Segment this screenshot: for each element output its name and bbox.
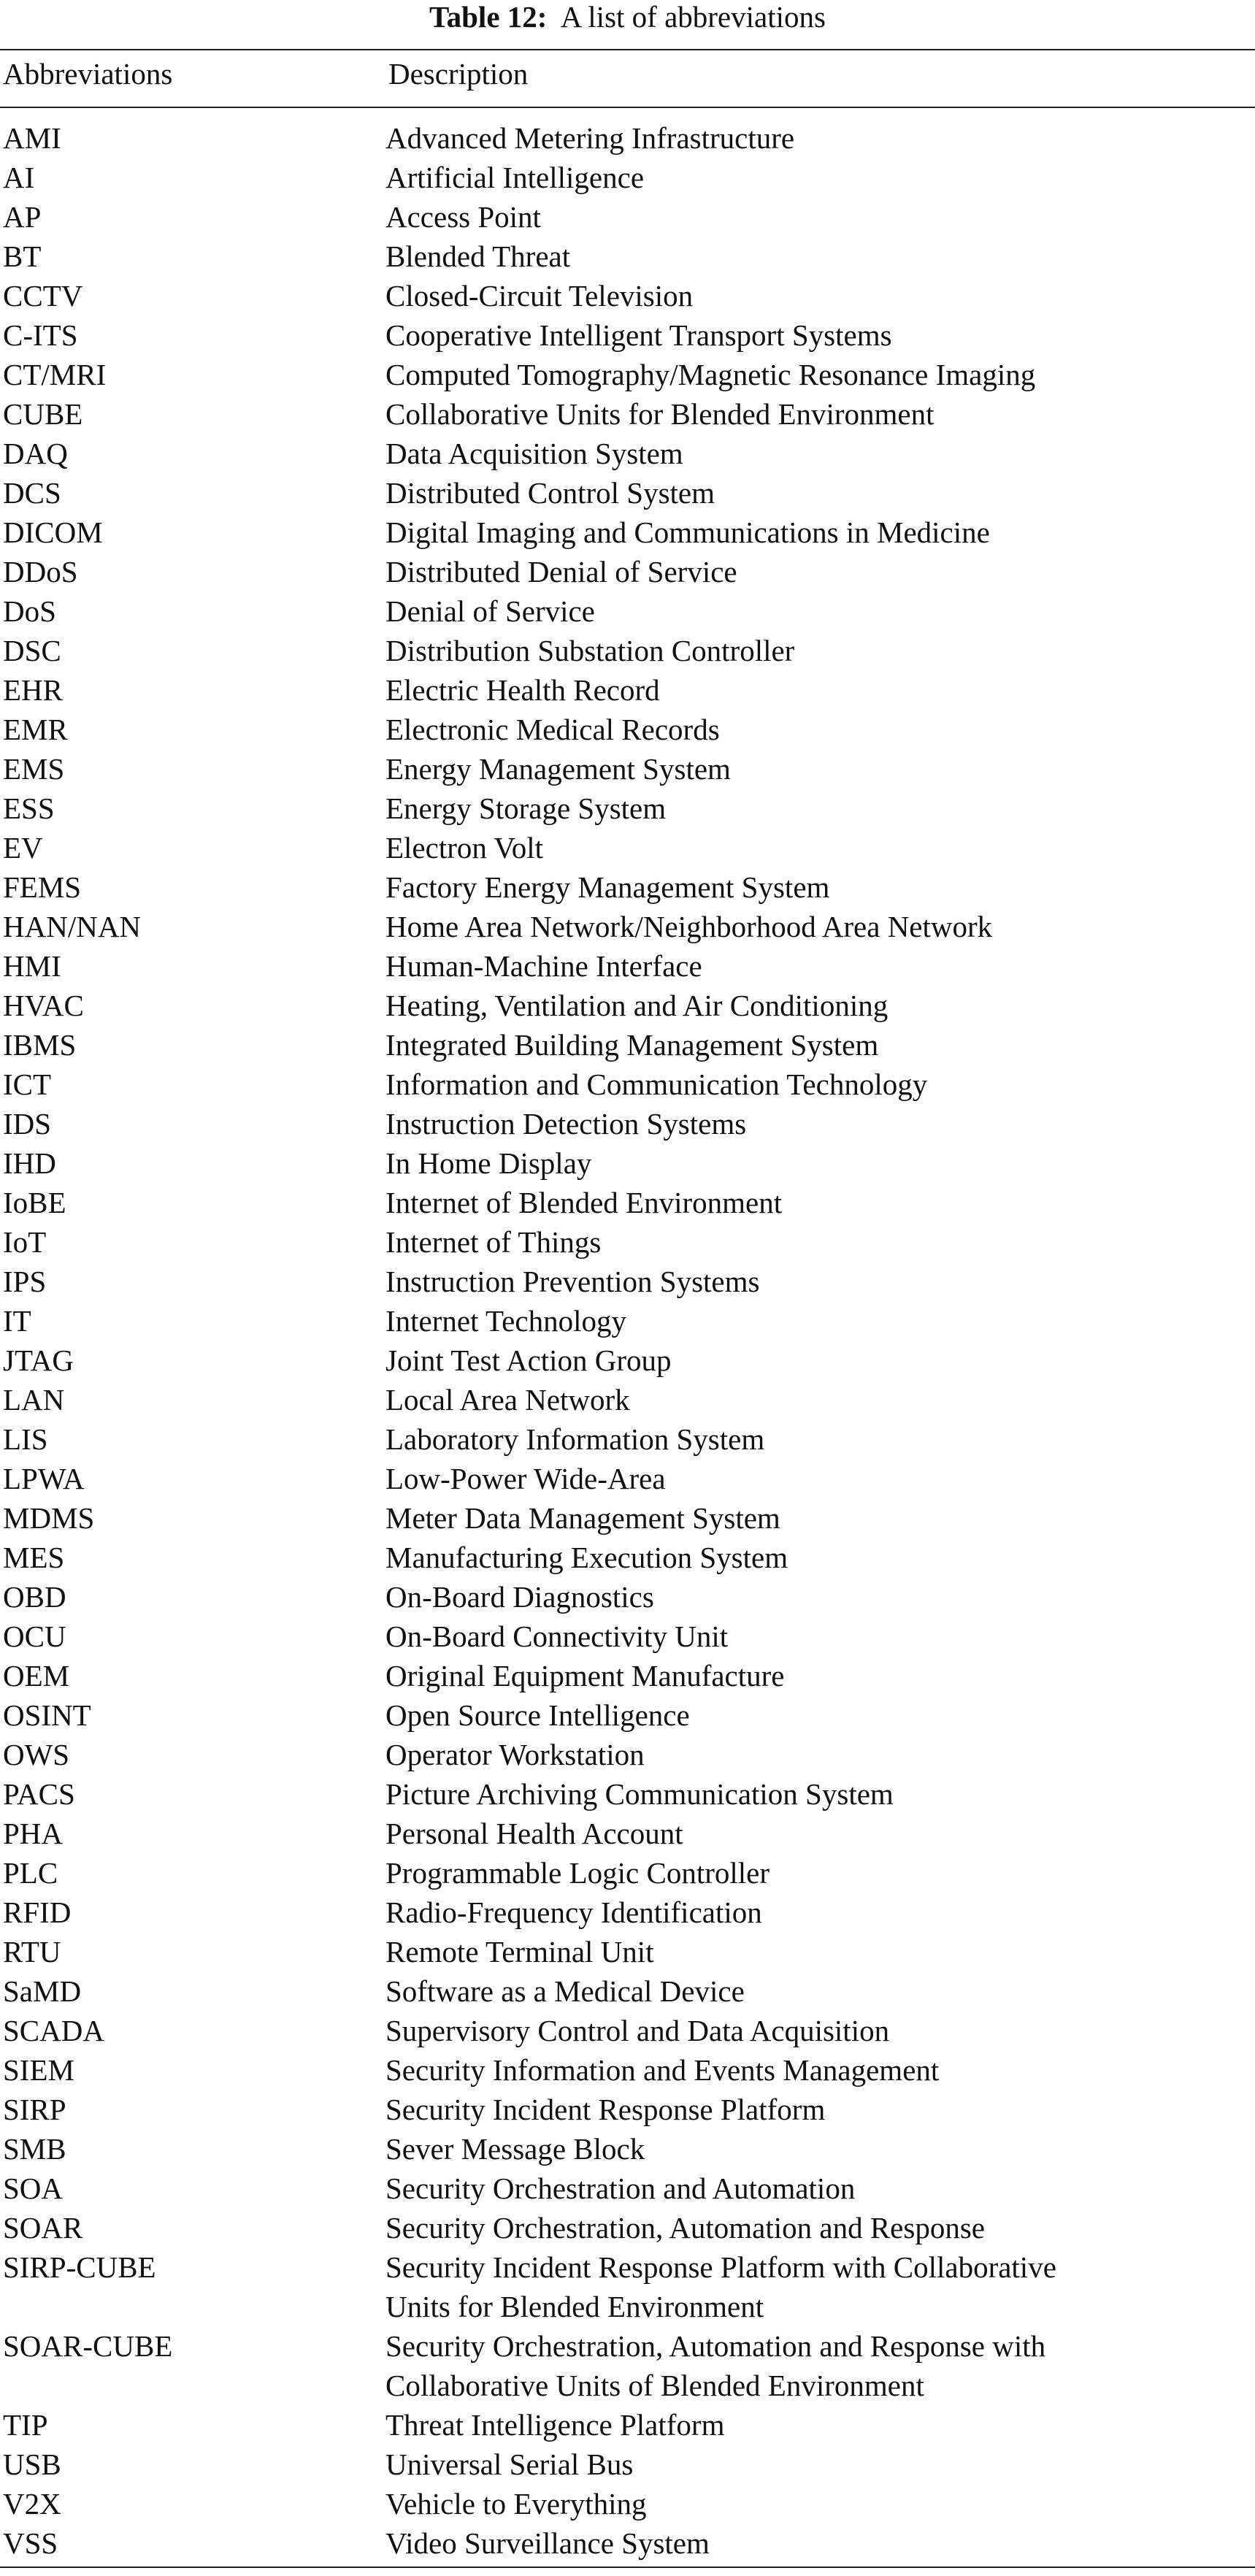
abbreviation-cell: ICT <box>3 1067 52 1101</box>
table-row <box>0 631 1255 670</box>
description-cell: Information and Communication Technology <box>385 1067 928 1101</box>
description-cell: Collaborative Units for Blended Environment <box>385 397 934 431</box>
description-cell: Instruction Detection Systems <box>385 1107 747 1141</box>
description-cell: Human-Machine Interface <box>385 949 702 983</box>
abbreviation-cell: JTAG <box>3 1343 74 1377</box>
abbreviation-cell: LAN <box>3 1383 65 1417</box>
abbreviation-cell: OCU <box>3 1619 66 1653</box>
description-cell: Supervisory Control and Data Acquisition <box>385 2014 890 2047</box>
description-cell: Threat Intelligence Platform <box>385 2408 725 2442</box>
abbreviation-cell: SOAR-CUBE <box>3 2329 173 2363</box>
abbreviation-cell: PHA <box>3 1817 64 1850</box>
description-cell: Collaborative Units of Blended Environment <box>385 2369 924 2402</box>
description-cell: Closed-Circuit Television <box>385 279 694 313</box>
description-cell: Denial of Service <box>385 594 595 628</box>
abbreviation-cell: DICOM <box>3 515 103 549</box>
table-row <box>0 2208 1255 2247</box>
table-row <box>0 197 1255 237</box>
description-cell: Distributed Denial of Service <box>385 555 737 589</box>
abbreviation-cell: OBD <box>3 1580 66 1614</box>
table-row <box>0 158 1255 197</box>
abbreviation-cell: IT <box>3 1304 31 1338</box>
abbreviation-cell: DDoS <box>3 555 78 589</box>
abbreviation-cell: MDMS <box>3 1501 95 1535</box>
abbreviation-cell: EMS <box>3 752 65 786</box>
table-caption <box>0 0 1255 37</box>
abbreviation-cell: HMI <box>3 949 61 983</box>
abbreviation-cell: AP <box>3 200 42 234</box>
abbreviation-cell: IHD <box>3 1146 56 1180</box>
table-row <box>0 2129 1255 2169</box>
description-cell: Energy Management System <box>385 752 731 786</box>
abbreviation-cell: DAQ <box>3 437 68 470</box>
table-row <box>0 1222 1255 1262</box>
abbreviation-cell: CT/MRI <box>3 358 107 391</box>
table-row <box>0 1301 1255 1341</box>
abbreviation-cell: OWS <box>3 1738 70 1771</box>
abbreviation-cell: OEM <box>3 1659 70 1693</box>
table-caption-label: Table 12: <box>429 0 548 34</box>
description-cell: Picture Archiving Communication System <box>385 1777 894 1811</box>
abbreviation-cell: SCADA <box>3 2014 104 2047</box>
description-cell: Manufacturing Execution System <box>385 1541 788 1574</box>
abbreviation-cell <box>0 2287 385 2326</box>
description-cell: Open Source Intelligence <box>385 1698 690 1732</box>
table-top-rule <box>0 49 1255 50</box>
abbreviation-cell: SOA <box>3 2171 64 2205</box>
table-row <box>0 710 1255 749</box>
table-row <box>0 2445 1255 2484</box>
table-row <box>0 1774 1255 1814</box>
description-cell: Vehicle to Everything <box>385 2487 647 2521</box>
abbreviation-cell <box>0 2366 385 2405</box>
table-row <box>0 789 1255 828</box>
description-cell: Access Point <box>385 200 541 234</box>
table-row <box>0 513 1255 552</box>
abbreviation-cell: USB <box>3 2447 61 2481</box>
table-row <box>0 1695 1255 1735</box>
abbreviation-cell: VSS <box>3 2526 58 2560</box>
table-row <box>0 828 1255 867</box>
abbreviation-cell: PLC <box>3 1856 58 1890</box>
table-row-continuation <box>0 2287 1255 2326</box>
description-cell: Factory Energy Management System <box>385 870 830 904</box>
table-row <box>0 2523 1255 2563</box>
abbreviation-cell: TIP <box>3 2408 48 2442</box>
table-row <box>0 473 1255 513</box>
abbreviation-cell: ESS <box>3 791 55 825</box>
table-row <box>0 907 1255 946</box>
table-row <box>0 1025 1255 1065</box>
table-row <box>0 1419 1255 1459</box>
table-row <box>0 2050 1255 2090</box>
description-cell: Internet of Things <box>385 1225 602 1259</box>
abbreviation-cell: EHR <box>3 673 63 707</box>
description-cell: Original Equipment Manufacture <box>385 1659 785 1693</box>
description-cell: Internet Technology <box>385 1304 626 1338</box>
table-row <box>0 1380 1255 1419</box>
description-cell: Universal Serial Bus <box>385 2447 634 2481</box>
table-row <box>0 315 1255 355</box>
description-cell: On-Board Connectivity Unit <box>385 1619 729 1653</box>
abbreviation-cell: OSINT <box>3 1698 91 1732</box>
abbreviation-cell: DoS <box>3 594 56 628</box>
description-cell: Remote Terminal Unit <box>385 1935 654 1969</box>
abbreviation-cell: HAN/NAN <box>3 910 142 943</box>
abbreviation-cell: SMB <box>3 2132 66 2166</box>
table-row <box>0 394 1255 434</box>
description-cell: Video Surveillance System <box>385 2526 710 2560</box>
description-cell: Blended Threat <box>385 239 571 273</box>
table-row <box>0 670 1255 710</box>
abbreviation-cell: DSC <box>3 634 61 667</box>
description-cell: Personal Health Account <box>385 1817 683 1850</box>
description-cell: Low-Power Wide-Area <box>385 1462 666 1495</box>
abbreviation-cell: LIS <box>3 1422 48 1456</box>
abbreviation-cell: SOAR <box>3 2211 83 2245</box>
description-cell: Laboratory Information System <box>385 1422 765 1456</box>
description-cell: Electron Volt <box>385 831 543 865</box>
column-header-abbreviations: Abbreviations <box>3 57 173 91</box>
abbreviation-cell: MES <box>3 1541 65 1574</box>
description-cell: Internet of Blended Environment <box>385 1186 783 1219</box>
table-row <box>0 1104 1255 1143</box>
abbreviation-cell: AMI <box>3 121 61 155</box>
table-bottom-rule <box>0 2567 1255 2568</box>
abbreviation-cell: SaMD <box>3 1974 82 2008</box>
description-cell: Meter Data Management System <box>385 1501 780 1535</box>
description-cell: Security Incident Response Platform <box>385 2093 826 2126</box>
table-row <box>0 1853 1255 1893</box>
description-cell: Radio-Frequency Identification <box>385 1895 762 1929</box>
description-cell: Distribution Substation Controller <box>385 634 795 667</box>
table-row <box>0 118 1255 158</box>
abbreviation-cell: IoBE <box>3 1186 66 1219</box>
description-cell: Heating, Ventilation and Air Conditioning <box>385 989 889 1022</box>
table-row <box>0 1183 1255 1222</box>
abbreviation-cell: RFID <box>3 1895 72 1929</box>
table-row <box>0 946 1255 986</box>
description-cell: Data Acquisition System <box>385 437 683 470</box>
table-header-rule <box>0 107 1255 108</box>
description-cell: Software as a Medical Device <box>385 1974 745 2008</box>
abbreviation-cell: IDS <box>3 1107 52 1141</box>
table-row <box>0 749 1255 789</box>
abbreviation-cell: SIEM <box>3 2053 74 2087</box>
description-cell: Advanced Metering Infrastructure <box>385 121 795 155</box>
abbreviation-cell: PACS <box>3 1777 75 1811</box>
table-row <box>0 1971 1255 2011</box>
description-cell: Programmable Logic Controller <box>385 1856 770 1890</box>
description-cell: Integrated Building Management System <box>385 1028 879 1062</box>
table-row <box>0 2326 1255 2366</box>
table-row <box>0 1893 1255 1932</box>
table-row <box>0 1617 1255 1656</box>
table-row <box>0 1065 1255 1104</box>
column-header-description: Description <box>388 57 529 91</box>
description-cell: Security Incident Response Platform with Collaborative <box>385 2250 1056 2284</box>
abbreviation-cell: SIRP-CUBE <box>3 2250 156 2284</box>
description-cell: Cooperative Intelligent Transport Systems <box>385 318 892 352</box>
abbreviation-cell: CUBE <box>3 397 83 431</box>
abbreviation-cell: V2X <box>3 2487 61 2521</box>
table-row <box>0 2011 1255 2050</box>
table-row <box>0 434 1255 473</box>
table-row <box>0 1656 1255 1695</box>
table-row <box>0 1932 1255 1971</box>
table-row <box>0 2247 1255 2287</box>
table-row <box>0 1341 1255 1380</box>
description-cell: On-Board Diagnostics <box>385 1580 654 1614</box>
abbreviation-cell: SIRP <box>3 2093 66 2126</box>
description-cell: Electronic Medical Records <box>385 713 720 746</box>
description-cell: Joint Test Action Group <box>385 1343 672 1377</box>
abbreviation-cell: AI <box>3 161 35 194</box>
description-cell: Computed Tomography/Magnetic Resonance Imaging <box>385 358 1036 391</box>
table-row <box>0 1735 1255 1774</box>
table-row <box>0 276 1255 315</box>
table-row <box>0 1143 1255 1183</box>
table-row <box>0 552 1255 591</box>
description-cell: Units for Blended Environment <box>385 2290 764 2323</box>
abbreviation-table-body <box>0 118 1255 2563</box>
table-row <box>0 1262 1255 1301</box>
description-cell: Sever Message Block <box>385 2132 645 2166</box>
table-row <box>0 1538 1255 1577</box>
abbreviation-cell: FEMS <box>3 870 82 904</box>
abbreviation-cell: IBMS <box>3 1028 77 1062</box>
table-row-continuation <box>0 2366 1255 2405</box>
abbreviation-cell: IoT <box>3 1225 47 1259</box>
table-row <box>0 2405 1255 2445</box>
description-cell: Security Orchestration, Automation and Response with <box>385 2329 1046 2363</box>
abbreviation-cell: EV <box>3 831 43 865</box>
description-cell: Security Orchestration, Automation and Response <box>385 2211 985 2245</box>
description-cell: In Home Display <box>385 1146 592 1180</box>
table-row <box>0 1459 1255 1498</box>
table-row <box>0 986 1255 1025</box>
table-row <box>0 2169 1255 2208</box>
abbreviation-cell: RTU <box>3 1935 61 1969</box>
table-row <box>0 2090 1255 2129</box>
table-row <box>0 1577 1255 1617</box>
table-row <box>0 2484 1255 2523</box>
table-caption-text: A list of abbreviations <box>560 0 826 34</box>
table-row <box>0 1814 1255 1853</box>
table-row <box>0 591 1255 631</box>
description-cell: Home Area Network/Neighborhood Area Network <box>385 910 993 943</box>
abbreviation-cell: EMR <box>3 713 68 746</box>
description-cell: Electric Health Record <box>385 673 660 707</box>
table-row <box>0 867 1255 907</box>
table-row <box>0 237 1255 276</box>
description-cell: Distributed Control System <box>385 476 715 510</box>
description-cell: Security Orchestration and Automation <box>385 2171 856 2205</box>
description-cell: Instruction Prevention Systems <box>385 1265 760 1298</box>
abbreviation-cell: IPS <box>3 1265 47 1298</box>
description-cell: Operator Workstation <box>385 1738 645 1771</box>
abbreviation-cell: HVAC <box>3 989 84 1022</box>
description-cell: Local Area Network <box>385 1383 630 1417</box>
abbreviation-cell: CCTV <box>3 279 83 313</box>
abbreviation-cell: BT <box>3 239 42 273</box>
table-row <box>0 355 1255 394</box>
description-cell: Security Information and Events Management <box>385 2053 940 2087</box>
description-cell: Digital Imaging and Communications in Medicine <box>385 515 990 549</box>
abbreviation-cell: DCS <box>3 476 61 510</box>
table-row <box>0 1498 1255 1538</box>
description-cell: Artificial Intelligence <box>385 161 645 194</box>
abbreviation-cell: C-ITS <box>3 318 78 352</box>
description-cell: Energy Storage System <box>385 791 667 825</box>
abbreviation-cell: LPWA <box>3 1462 85 1495</box>
